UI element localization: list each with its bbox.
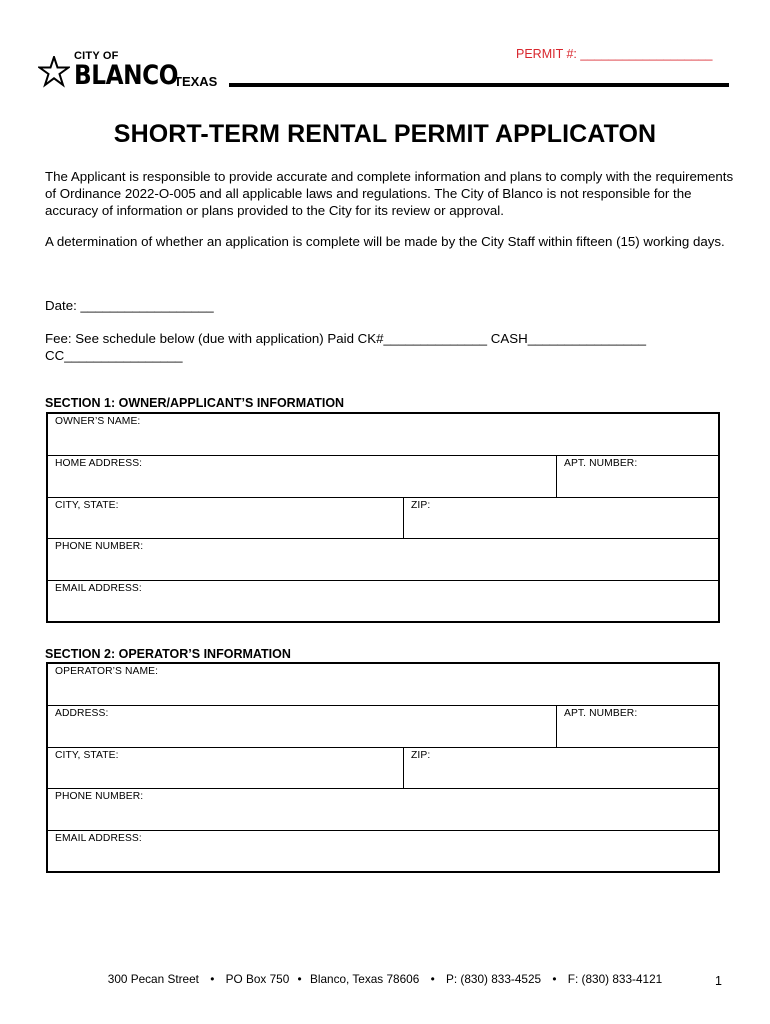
email-row[interactable] — [48, 581, 718, 623]
bullet-separator: • — [297, 972, 302, 986]
phone-label: PHONE NUMBER: — [55, 541, 144, 552]
operator-name-label: OPERATOR’S NAME: — [55, 666, 159, 677]
star-icon — [38, 56, 70, 88]
page-number: 1 — [715, 974, 722, 988]
footer-city: Blanco, Texas 78606 — [309, 972, 420, 986]
operator-phone-label: PHONE NUMBER: — [55, 791, 144, 802]
operator-zip-field[interactable] — [403, 748, 720, 788]
city-logo — [38, 48, 228, 92]
operator-address-row — [48, 706, 718, 748]
operator-zip-label: ZIP: — [411, 750, 431, 761]
home-address-label: HOME ADDRESS: — [55, 458, 143, 469]
header-rule — [229, 83, 729, 87]
operator-city-zip-row — [48, 748, 718, 789]
email-label: EMAIL ADDRESS: — [55, 583, 142, 594]
owner-name-row[interactable] — [48, 414, 718, 456]
logo-city-of: CITY OF — [74, 50, 119, 62]
operator-city-state-label: CITY, STATE: — [55, 750, 119, 761]
phone-row[interactable] — [48, 539, 718, 581]
operator-address-label: ADDRESS: — [55, 708, 109, 719]
operator-city-state-field[interactable] — [48, 748, 403, 788]
apt-number-field[interactable] — [556, 456, 720, 497]
city-state-field[interactable] — [48, 498, 403, 538]
bullet-separator: • — [210, 972, 215, 986]
zip-field[interactable] — [403, 498, 720, 538]
operator-apt-number-field[interactable] — [556, 706, 720, 747]
operator-phone-row[interactable] — [48, 789, 718, 831]
city-zip-row — [48, 498, 718, 539]
permit-number-field[interactable]: PERMIT #: ___________________ — [516, 47, 713, 61]
operator-apt-number-label: APT. NUMBER: — [564, 708, 638, 719]
section-2-form — [46, 662, 720, 873]
footer-phone: P: (830) 833-4525 — [445, 972, 542, 986]
apt-number-label: APT. NUMBER: — [564, 458, 638, 469]
operator-address-field[interactable] — [48, 706, 556, 747]
section-2-title: SECTION 2: OPERATOR’S INFORMATION — [45, 647, 291, 661]
zip-label: ZIP: — [411, 500, 431, 511]
date-field[interactable]: Date: __________________ — [45, 298, 214, 313]
page-title: SHORT-TERM RENTAL PERMIT APPLICATON — [113, 120, 657, 148]
operator-name-row[interactable] — [48, 664, 718, 706]
owner-name-label: OWNER’S NAME: — [55, 416, 141, 427]
bullet-separator: • — [430, 972, 435, 986]
footer-fax: F: (830) 833-4121 — [567, 972, 663, 986]
footer-po-box: PO Box 750 — [225, 972, 290, 986]
section-1-form — [46, 412, 720, 623]
city-state-label: CITY, STATE: — [55, 500, 119, 511]
operator-email-label: EMAIL ADDRESS: — [55, 833, 142, 844]
determination-paragraph: A determination of whether an application is complete will be made by the City Staff within fifteen (15) working days. — [45, 234, 725, 249]
operator-email-row[interactable] — [48, 831, 718, 873]
logo-state: TEXAS — [174, 74, 218, 89]
home-address-field[interactable] — [48, 456, 556, 497]
logo-city-name: BLANCO — [74, 60, 179, 91]
footer-street: 300 Pecan Street — [107, 972, 199, 986]
intro-paragraph: The Applicant is responsible to provide accurate and complete information and plans to comply with the requirements of Ordinance 2022-O-005 and all applicable laws and regulations. The City of Blanco is not responsible for the accuracy of information or plans provided to the City for its review or approval. — [45, 169, 734, 218]
footer-contact — [0, 972, 770, 986]
home-address-row — [48, 456, 718, 498]
fee-field[interactable]: Fee: See schedule below (due with application) Paid CK#______________ CASH________________ CC________________ — [45, 331, 647, 363]
section-1-title: SECTION 1: OWNER/APPLICANT’S INFORMATION — [45, 396, 345, 410]
bullet-separator: • — [552, 972, 557, 986]
